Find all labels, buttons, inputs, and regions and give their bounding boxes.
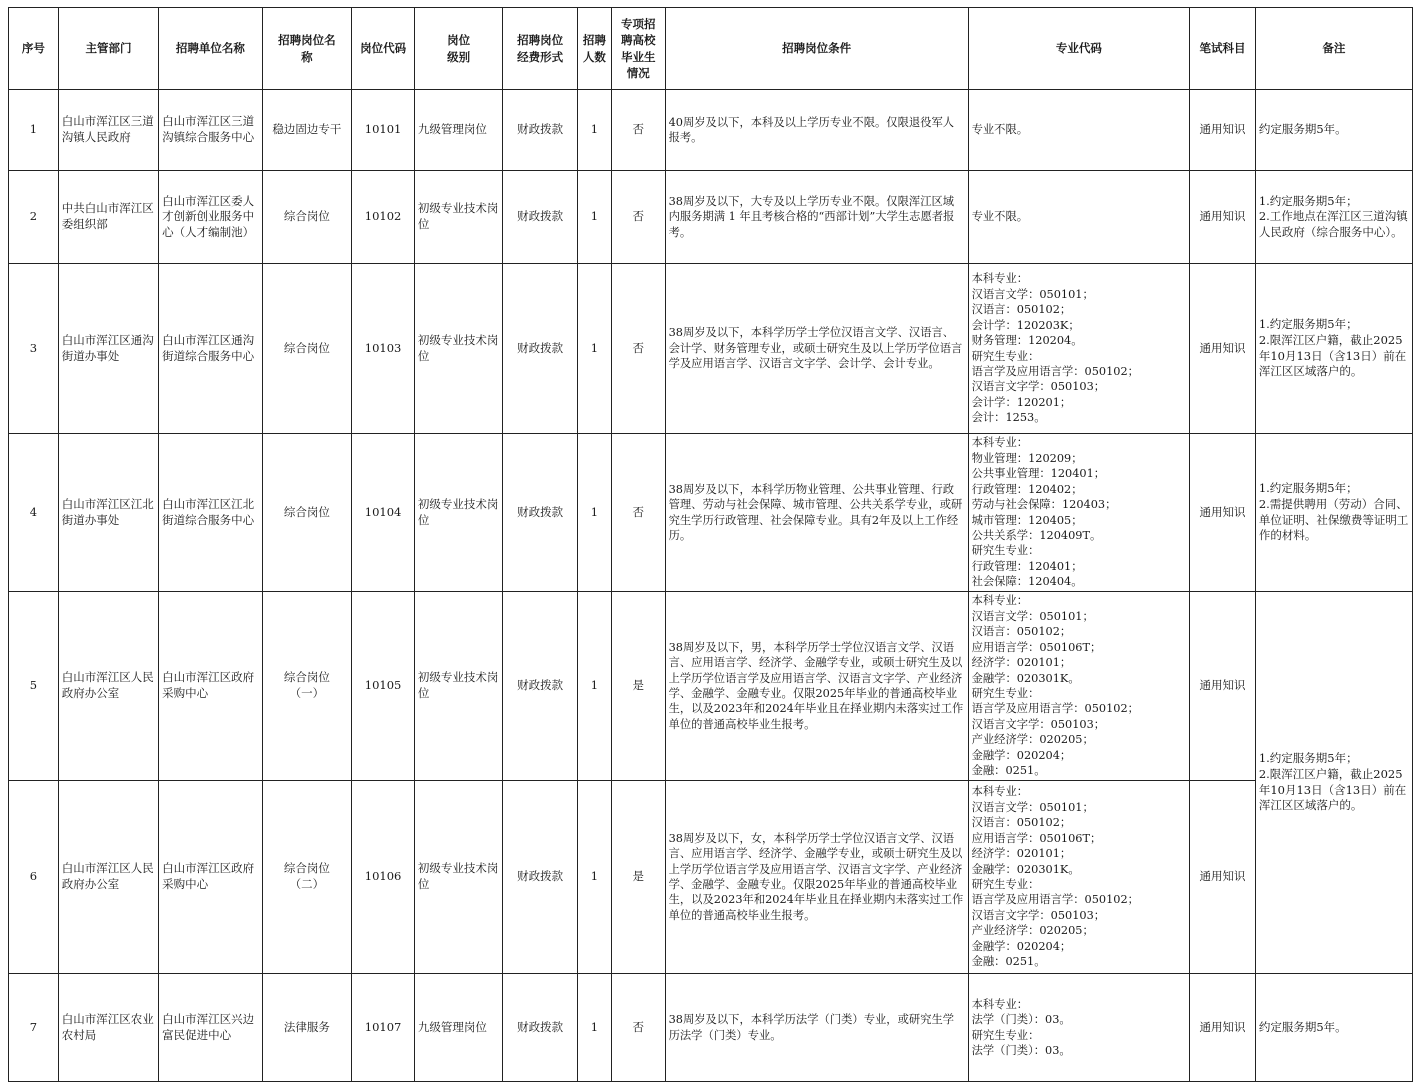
cell-funding: 财政拨款 xyxy=(503,592,578,781)
table-row xyxy=(9,264,1413,434)
header-count: 招聘 人数 xyxy=(577,8,611,90)
cell-post-code: 10102 xyxy=(352,171,415,264)
cell-index: 5 xyxy=(9,592,59,781)
table-row xyxy=(9,592,1413,781)
cell-exam: 通用知识 xyxy=(1190,781,1256,974)
cell-exam: 通用知识 xyxy=(1190,264,1256,434)
cell-dept: 白山市浑江区通沟街道办事处 xyxy=(58,264,158,434)
cell-index: 7 xyxy=(9,974,59,1082)
cell-major-code: 专业不限。 xyxy=(968,171,1190,264)
cell-index: 4 xyxy=(9,434,59,592)
cell-unit: 白山市浑江区江北街道综合服务中心 xyxy=(159,434,262,592)
cell-remark: 约定服务期5年。 xyxy=(1255,974,1412,1082)
cell-level: 九级管理岗位 xyxy=(414,90,502,171)
table-row xyxy=(9,781,1413,974)
cell-condition: 38周岁及以下，本科学历物业管理、公共事业管理、行政管理、劳动与社会保障、城市管理、公共关系学专业，或研究生学历行政管理、社会保障专业。具有2年及以上工作经历。 xyxy=(665,434,968,592)
cell-count: 1 xyxy=(577,434,611,592)
header-condition: 招聘岗位条件 xyxy=(665,8,968,90)
cell-level: 初级专业技术岗位 xyxy=(414,781,502,974)
header-post-name: 招聘岗位名 称 xyxy=(262,8,352,90)
cell-post-name: 法律服务 xyxy=(262,974,352,1082)
cell-unit: 白山市浑江区委人才创新创业服务中心（人才编制池） xyxy=(159,171,262,264)
cell-count: 1 xyxy=(577,781,611,974)
cell-funding: 财政拨款 xyxy=(503,434,578,592)
cell-unit: 白山市浑江区兴边富民促进中心 xyxy=(159,974,262,1082)
cell-level: 九级管理岗位 xyxy=(414,974,502,1082)
cell-funding: 财政拨款 xyxy=(503,171,578,264)
cell-level: 初级专业技术岗位 xyxy=(414,264,502,434)
cell-remark: 1.约定服务期5年； 2.限浑江区户籍，截止2025年10月13日（含13日）前在浑江区区域落户的。 xyxy=(1255,264,1412,434)
header-exam: 笔试科目 xyxy=(1190,8,1256,90)
cell-unit: 白山市浑江区通沟街道综合服务中心 xyxy=(159,264,262,434)
cell-index: 6 xyxy=(9,781,59,974)
cell-post-code: 10107 xyxy=(352,974,415,1082)
cell-post-code: 10101 xyxy=(352,90,415,171)
cell-index: 3 xyxy=(9,264,59,434)
cell-count: 1 xyxy=(577,90,611,171)
cell-special: 是 xyxy=(611,781,665,974)
cell-special: 是 xyxy=(611,592,665,781)
table-row xyxy=(9,974,1413,1082)
cell-major-code: 本科专业： 汉语言文学：050101； 汉语言：050102； 应用语言学：050106T； 经济学：020101； 金融学：020301K。 研究生专业： 语言学及应用语言学：050102； 汉语言文字学：050103； 产业经济学：020205； 金融学：020204； 金融：0251。 xyxy=(968,781,1190,974)
cell-remark: 1.约定服务期5年； 2.需提供聘用（劳动）合同、单位证明、社保缴费等证明工作的材料。 xyxy=(1255,434,1412,592)
cell-exam: 通用知识 xyxy=(1190,90,1256,171)
cell-dept: 白山市浑江区江北街道办事处 xyxy=(58,434,158,592)
header-index: 序号 xyxy=(9,8,59,90)
cell-exam: 通用知识 xyxy=(1190,592,1256,781)
cell-funding: 财政拨款 xyxy=(503,974,578,1082)
cell-post-name: 综合岗位 xyxy=(262,171,352,264)
cell-major-code: 专业不限。 xyxy=(968,90,1190,171)
cell-index: 1 xyxy=(9,90,59,171)
cell-post-name: 综合岗位 xyxy=(262,434,352,592)
table-row xyxy=(9,434,1413,592)
cell-special: 否 xyxy=(611,434,665,592)
cell-count: 1 xyxy=(577,592,611,781)
cell-remark: 1.约定服务期5年； 2.限浑江区户籍，截止2025年10月13日（含13日）前在浑江区区域落户的。 xyxy=(1255,592,1412,974)
cell-remark: 约定服务期5年。 xyxy=(1255,90,1412,171)
cell-condition: 38周岁及以下，本科学历法学（门类）专业，或研究生学历法学（门类）专业。 xyxy=(665,974,968,1082)
header-special: 专项招 聘高校 毕业生 情况 xyxy=(611,8,665,90)
cell-dept: 白山市浑江区人民政府办公室 xyxy=(58,781,158,974)
cell-post-code: 10105 xyxy=(352,592,415,781)
table-row xyxy=(9,171,1413,264)
cell-level: 初级专业技术岗位 xyxy=(414,592,502,781)
header-dept: 主管部门 xyxy=(58,8,158,90)
header-remark: 备注 xyxy=(1255,8,1412,90)
cell-special: 否 xyxy=(611,90,665,171)
cell-unit: 白山市浑江区政府采购中心 xyxy=(159,592,262,781)
cell-post-code: 10104 xyxy=(352,434,415,592)
cell-level: 初级专业技术岗位 xyxy=(414,434,502,592)
cell-post-name: 综合岗位 （一） xyxy=(262,592,352,781)
cell-level: 初级专业技术岗位 xyxy=(414,171,502,264)
cell-exam: 通用知识 xyxy=(1190,434,1256,592)
header-row xyxy=(9,8,1413,90)
cell-count: 1 xyxy=(577,974,611,1082)
cell-special: 否 xyxy=(611,974,665,1082)
table-row xyxy=(9,90,1413,171)
cell-condition: 38周岁及以下，本科学历学士学位汉语言文学、汉语言、会计学、财务管理专业，或硕士研究生及以上学历学位语言学及应用语言学、汉语言文字学、会计学、会计专业。 xyxy=(665,264,968,434)
cell-count: 1 xyxy=(577,264,611,434)
cell-major-code: 本科专业： 物业管理：120209； 公共事业管理：120401； 行政管理：120402； 劳动与社会保障：120403； 城市管理：120405； 公共关系学：120409T。 研究生专业： 行政管理：120401； 社会保障：120404。 xyxy=(968,434,1190,592)
cell-post-name: 综合岗位 xyxy=(262,264,352,434)
cell-exam: 通用知识 xyxy=(1190,974,1256,1082)
cell-special: 否 xyxy=(611,171,665,264)
cell-post-code: 10106 xyxy=(352,781,415,974)
cell-major-code: 本科专业： 法学（门类）：03。 研究生专业： 法学（门类）：03。 xyxy=(968,974,1190,1082)
recruitment-table xyxy=(8,7,1413,1082)
cell-dept: 白山市浑江区农业农村局 xyxy=(58,974,158,1082)
cell-post-name: 综合岗位 （二） xyxy=(262,781,352,974)
cell-special: 否 xyxy=(611,264,665,434)
cell-funding: 财政拨款 xyxy=(503,264,578,434)
header-level: 岗位 级别 xyxy=(414,8,502,90)
cell-condition: 38周岁及以下，女，本科学历学士学位汉语言文学、汉语言、应用语言学、经济学、金融学专业，或硕士研究生及以上学历学位语言学及应用语言学、汉语言文字学、产业经济学、金融学、金融专业。仅限2025年毕业的普通高校毕业生，以及2023年和2024年毕业且在择业期内未落实过工作单位的普通高校毕业生报考。 xyxy=(665,781,968,974)
cell-index: 2 xyxy=(9,171,59,264)
cell-funding: 财政拨款 xyxy=(503,781,578,974)
cell-post-name: 稳边固边专干 xyxy=(262,90,352,171)
cell-dept: 白山市浑江区人民政府办公室 xyxy=(58,592,158,781)
header-unit: 招聘单位名称 xyxy=(159,8,262,90)
cell-dept: 白山市浑江区三道沟镇人民政府 xyxy=(58,90,158,171)
cell-condition: 38周岁及以下，大专及以上学历专业不限。仅限浑江区域内服务期满 1 年且考核合格的“西部计划”大学生志愿者报考。 xyxy=(665,171,968,264)
cell-dept: 中共白山市浑江区委组织部 xyxy=(58,171,158,264)
cell-major-code: 本科专业： 汉语言文学：050101； 汉语言：050102； 会计学：120203K； 财务管理：120204。 研究生专业： 语言学及应用语言学：050102； 汉语言文字学：050103； 会计学：120201； 会计：1253。 xyxy=(968,264,1190,434)
header-post-code: 岗位代码 xyxy=(352,8,415,90)
cell-major-code: 本科专业： 汉语言文学：050101； 汉语言：050102； 应用语言学：050106T； 经济学：020101； 金融学：020301K。 研究生专业： 语言学及应用语言学：050102； 汉语言文字学：050103； 产业经济学：020205； 金融学：020204； 金融：0251。 xyxy=(968,592,1190,781)
cell-post-code: 10103 xyxy=(352,264,415,434)
cell-funding: 财政拨款 xyxy=(503,90,578,171)
cell-exam: 通用知识 xyxy=(1190,171,1256,264)
header-major-code: 专业代码 xyxy=(968,8,1190,90)
cell-unit: 白山市浑江区政府采购中心 xyxy=(159,781,262,974)
cell-unit: 白山市浑江区三道沟镇综合服务中心 xyxy=(159,90,262,171)
cell-count: 1 xyxy=(577,171,611,264)
header-funding: 招聘岗位 经费形式 xyxy=(503,8,578,90)
cell-condition: 40周岁及以下，本科及以上学历专业不限。仅限退役军人报考。 xyxy=(665,90,968,171)
cell-condition: 38周岁及以下，男，本科学历学士学位汉语言文学、汉语言、应用语言学、经济学、金融学专业，或硕士研究生及以上学历学位语言学及应用语言学、汉语言文字学、产业经济学、金融学、金融专业。仅限2025年毕业的普通高校毕业生，以及2023年和2024年毕业且在择业期内未落实过工作单位的普通高校毕业生报考。 xyxy=(665,592,968,781)
cell-remark: 1.约定服务期5年； 2.工作地点在浑江区三道沟镇人民政府（综合服务中心）。 xyxy=(1255,171,1412,264)
